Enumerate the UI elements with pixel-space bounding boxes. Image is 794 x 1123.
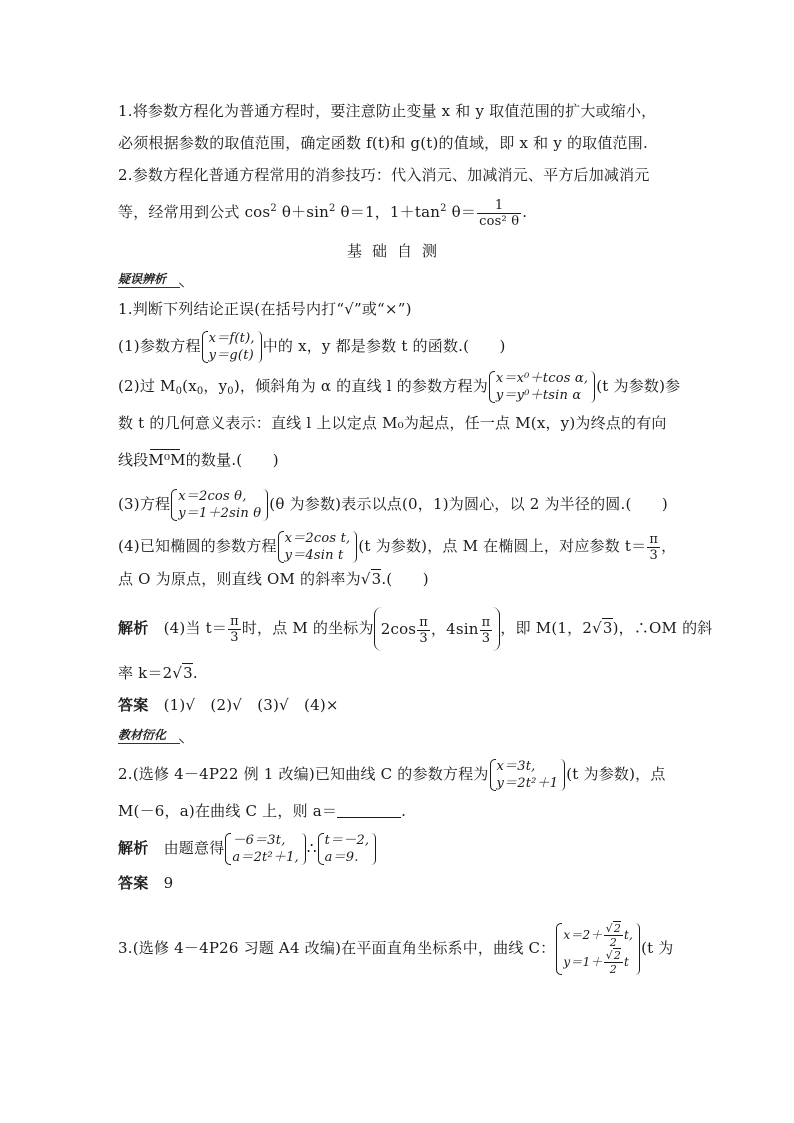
equation-system: x＝2cos t, y＝4sin t (277, 530, 359, 564)
answer-2: 答案 9 (118, 874, 174, 892)
equation-system: x＝x⁰＋tcos α, y＝y⁰＋tsin α (488, 370, 596, 404)
fraction: $\frac{\pi}{3}$ (230, 613, 239, 645)
solution-2: 解析 由题意得 －6＝3t, a＝2t²＋1, ∴ t＝－2, a＝9. (118, 828, 680, 868)
equation-system: －6＝3t, a＝2t²＋1, (224, 832, 306, 866)
q1-statement-2: (2)过 $M_0(x_0$，$y_0$)，倾斜角为 α 的直线 l 的参数方程为 x＝x⁰＋tcos α, y＝y⁰＋tsin α (t 为参数)参 (118, 371, 681, 403)
intro-line-2: 必须根据参数的取值范围，确定函数 f(t)和 g(t)的值域，即 x 和 y 的取值范围. (118, 134, 648, 152)
answer-label: 答案 (118, 696, 149, 714)
solution-label: 解析 (118, 839, 149, 857)
tag-error-analysis: 疑误辨析 (118, 272, 167, 286)
q2-line-2: M(－6，a)在曲线 C 上，则 a＝ . (118, 802, 407, 820)
answer-blank[interactable] (337, 803, 401, 818)
q1-statement-2-line-2: 数 t 的几何意义表示：直线 l 上以定点 M₀为起点，任一点 M(x，y)为终点的有向 (118, 414, 667, 432)
q2: 2.(选修 4－4P22 例 1 改编)已知曲线 C 的参数方程为 x＝3t, y＝2t²＋1 (t 为参数)，点 (118, 759, 666, 791)
tag-underline (118, 743, 180, 744)
tag-textbook-derivation: 教材衍化 (118, 728, 167, 742)
coordinate-paren: 2cos $\frac{\pi}{3}$ ，4sin $\frac{\pi}{3}$ (374, 607, 501, 651)
answer-1: 答案 (1)√ (2)√ (3)√ (4)× (118, 696, 339, 714)
equation-system: x＝2＋ $\frac{√2}{2}$ t, y＝1＋ $\frac{√2}{2}$ t (555, 922, 641, 976)
equation-system: x＝f(t), y＝g(t) (201, 330, 263, 364)
solution-1: 解析 (4)当 t＝ $\frac{\pi}{3}$ 时，点 M 的坐标为 2cos $\frac{\pi}{3}$ ，4sin $\frac{\pi}{3}$ ，即 M(1，2√3)，∴OM 的斜 (118, 606, 680, 650)
solution-label: 解析 (118, 619, 149, 637)
q1-statement-4-line-2: 点 O 为原点，则直线 OM 的斜率为√3.( ) (118, 570, 429, 588)
intro-line-4: 等，经常用到公式 $\cos^2 \theta+\sin^2$ θ＝1，$1+\tan^2$ θ＝ $\frac{1}{\text{cos² θ}}$ . (118, 197, 528, 229)
intro-line-1: 1.将参数方程化为普通方程时，要注意防止变量 x 和 y 取值范围的扩大或缩小， (118, 102, 657, 120)
answer-label: 答案 (118, 874, 149, 892)
q3: 3.(选修 4－4P26 习题 A4 改编)在平面直角坐标系中，曲线 C： x＝2＋ $\frac{√2}{2}$ t, y＝1＋ $\frac{√2}{2}$ t (t 为 (118, 922, 674, 976)
q1-statement-2-line-3: 线段M⁰M的数量.( ) (118, 451, 279, 469)
q1-statement-3: (3)方程 x＝2cos θ, y＝1＋2sin θ (θ 为参数)表示以点(0，1)为圆心，以 2 为半径的圆.( ) (118, 489, 668, 521)
tag-underline (118, 287, 180, 288)
equation-system: t＝－2, a＝9. (317, 832, 378, 866)
vector-arrow (150, 449, 180, 450)
solution-1-line-2: 率 k＝2√3. (118, 664, 198, 682)
equation-system: x＝3t, y＝2t²＋1 (489, 758, 567, 792)
q1-stem: 1.判断下列结论正误(在括号内打“√”或“×”) (118, 300, 412, 318)
q1-statement-4: (4)已知椭圆的参数方程 x＝2cos t, y＝4sin t (t 为参数)，点 M 在椭圆上，对应参数 t＝ $\frac{\pi}{3}$ ， (118, 531, 677, 563)
equation-system: x＝2cos θ, y＝1＋2sin θ (170, 488, 269, 522)
q1-statement-1: (1)参数方程 x＝f(t), y＝g(t) 中的 x，y 都是参数 t 的函数.( ) (118, 331, 506, 363)
section-title: 基础自测 (346, 242, 447, 260)
intro-line-3: 2.参数方程化普通方程常用的消参技巧：代入消元、加减消元、平方后加减消元 (118, 166, 650, 184)
fraction: $\frac{1}{\text{cos² θ}}$ (479, 197, 520, 229)
fraction: $\frac{\pi}{3}$ (649, 531, 659, 563)
